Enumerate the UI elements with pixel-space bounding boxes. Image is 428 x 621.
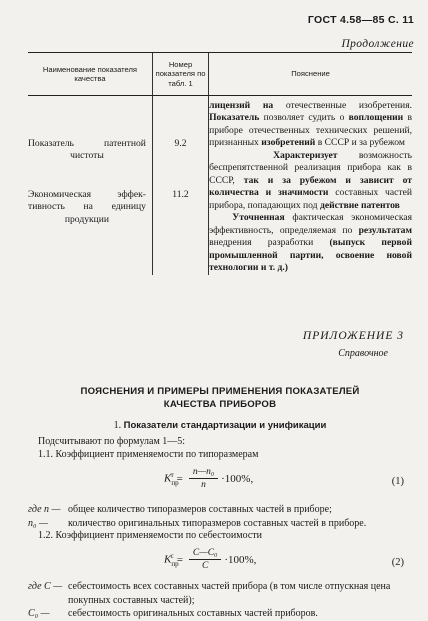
appendix-label: ПРИЛОЖЕНИЕ 3 [302, 330, 404, 342]
subsection-title: 1. Показатели стандартизации и унификации [113, 420, 327, 431]
table-row [28, 96, 412, 275]
item-1-1: 1.1. Коэффициент применяемости по типоразмерам [38, 449, 259, 460]
section-title-line-2: КАЧЕСТВА ПРИБОРОВ [163, 399, 277, 410]
equation-number-1: (1) [391, 476, 404, 487]
row-name-patent: Показатель патентной чистоты [28, 138, 146, 162]
explanation-economic: Уточненная фактическая экономическая эффективность, определяемая по результатам внедрения разработки (выпуск первой промышленной партии, освоение новой технологии и т. д.) [209, 212, 413, 274]
row-number-patent: 9.2 [174, 138, 187, 149]
col-header-name: Наименование показателя качества [28, 53, 152, 96]
col-header-number: Номер показателя по табл. 1 [152, 53, 208, 96]
table-header-row [28, 53, 412, 96]
equation-number-2: (2) [391, 557, 404, 568]
col-header-explanation: Пояснение [209, 53, 412, 96]
row-number-economic: 11.2 [172, 189, 189, 201]
section-title-line-1: ПОЯСНЕНИЯ И ПРИМЕРЫ ПРИМЕНЕНИЯ ПОКАЗАТЕЛЕЙ [80, 386, 360, 397]
continuation-label: Продолжение [341, 38, 414, 50]
item-1-2: 1.2. Коэффициент применяемости по себестоимости [38, 530, 262, 541]
explanation-cont: лицензий на отечественные изобретения. Показатель позволяет судить о воплощении в приборе отечественных технических решений, признанных изобретений в СССР и за рубежом [209, 100, 413, 149]
intro-text: Подсчитывают по формулам 1—5: [38, 436, 186, 447]
row-name-economic: Экономическая эффек- тивность на единицу продукции [28, 188, 146, 225]
page-header: ГОСТ 4.58—85 С. 11 [307, 14, 414, 26]
defs-2: где C — себестоимость всех составных частей прибора (в том числе отпускная цена покупных составных частей); C₀ — себестоимость оригинальных составных частей приборов. [28, 581, 391, 619]
formula-1: $K_{пр}^т$ = $\frac{\text{n—n₀}}{n}$ ·100%, [164, 467, 254, 490]
appendix-type: Справочное [338, 348, 388, 359]
formula-2: $K_{пр}^с$ = $\frac{\text{C—C₀}}{C}$ ·100%, [164, 548, 257, 571]
defs-1: где n — общее количество типоразмеров составных частей в приборе; n₀ — количество оригинальных типоразмеров составных частей в приборе. [28, 504, 367, 529]
indicators-table [28, 52, 412, 275]
explanation-patent: Характеризует возможность беспрепятственной реализация прибора как в СССР, так и за рубежом и зависит от количества и значимости составных частей прибора, попадающих под действие патентов [209, 149, 412, 211]
